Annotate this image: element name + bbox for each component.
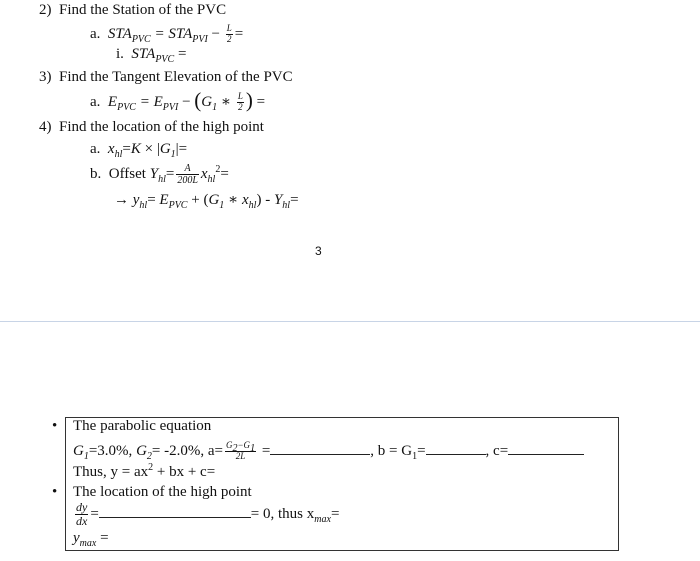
ymax-line: $y_{max}$ =: [73, 530, 109, 549]
step-4-heading: [39, 119, 264, 136]
ymax-symbol: y: [73, 530, 80, 546]
a-label: a=: [207, 442, 223, 459]
page-divider: [0, 321, 700, 322]
step-3-heading: [39, 69, 293, 86]
step-4b-equation: b. Offset $Y_{hl}=$ $\frac{A}{200L}$ $x_{hl}^2=$: [90, 163, 229, 186]
thus-tail: + bx + c=: [153, 464, 216, 480]
zero-text: = 0, thus x: [250, 506, 315, 523]
arrow-icon: →: [114, 192, 129, 208]
page-number: 3: [315, 244, 322, 258]
coefficients-line: $G_1=3.0\%$, $G_2= -2.0\%$, a= $\frac{G_2-G_1}{2L}$ = , $b = G_1=$ , c=: [73, 441, 584, 462]
c-answer-blank[interactable]: [508, 443, 584, 455]
c-label: , c=: [485, 442, 509, 459]
item-marker: i.: [116, 46, 124, 62]
bullet-icon: •: [52, 484, 58, 500]
thus-text: Thus, y = ax: [73, 464, 149, 480]
thus-line: Thus, $y = ax^2$ + bx + c=: [73, 462, 216, 480]
a-answer-blank[interactable]: [270, 443, 370, 455]
bullet-icon: •: [52, 418, 58, 434]
item-marker: a.: [90, 94, 101, 110]
step-number: 4): [39, 119, 52, 135]
derivative-line: $\frac{dy}{dx}$ = = 0, thus $x_{max}=$: [76, 500, 340, 529]
high-point-heading: The location of the high point: [73, 484, 252, 500]
g1-value: =3.0%,: [88, 442, 133, 459]
b-answer-blank[interactable]: [426, 443, 486, 455]
b-label: , b = G: [370, 442, 413, 459]
step-number: 3): [39, 69, 52, 85]
step-number: 2): [39, 2, 52, 18]
step-title: Find the Tangent Elevation of the PVC: [59, 69, 293, 85]
step-title: Find the location of the high point: [59, 119, 264, 135]
step-4a-equation: a. $x_{hl}=K \times |G_1|=$: [90, 141, 188, 160]
offset-label: Offset: [108, 165, 146, 182]
item-marker: a.: [90, 141, 101, 157]
step-2ai-equation: i. $STA_{PVC}$ =: [116, 46, 187, 65]
item-marker: a.: [90, 25, 101, 42]
step-title: Find the Station of the PVC: [59, 2, 227, 18]
step-2a-equation: a. $STA_{PVC} = STA_{PVI}$ − $\frac{L}{2}$ =: [90, 23, 244, 45]
item-marker: b.: [90, 165, 102, 182]
g2-value: = -2.0%,: [151, 442, 205, 459]
step-3a-equation: a. $E_{PVC} = E_{PVI} - (G_1$ ∗ $\frac{L}{2}$ ) =: [90, 88, 266, 113]
parabolic-equation-heading: The parabolic equation: [73, 418, 212, 434]
derivative-answer-blank[interactable]: [99, 506, 251, 518]
step-4-result-equation: → $y_{hl}= E_{PVC} + (G_1$ ∗ $x_{hl}) - Y_{hl}=$: [114, 192, 299, 211]
step-2-heading: [39, 2, 226, 19]
